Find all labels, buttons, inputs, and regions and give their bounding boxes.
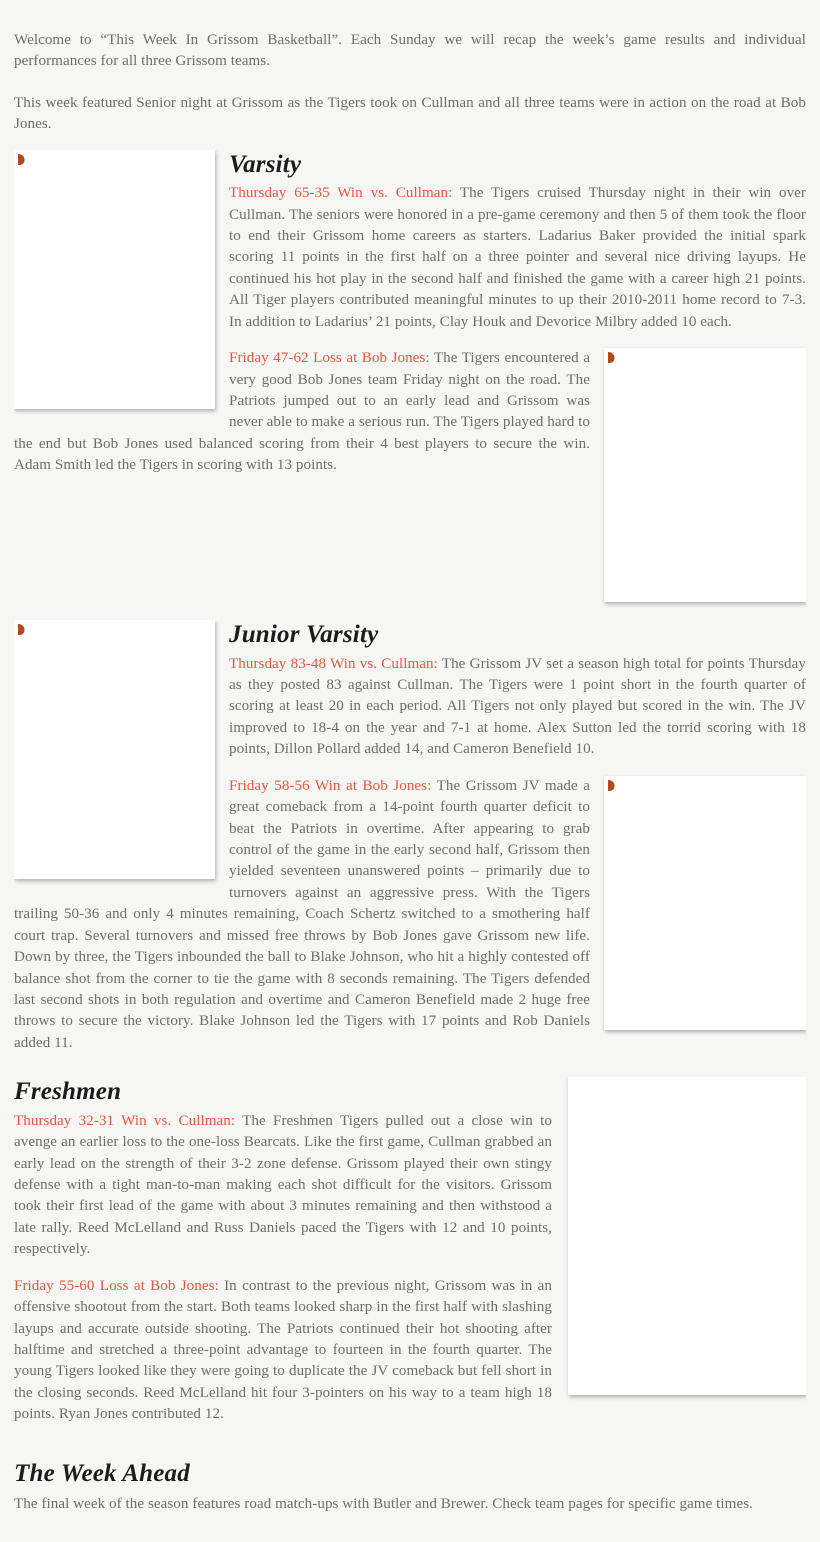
jv-photo-player-23 (604, 776, 806, 1030)
freshmen-heading: Freshmen (14, 1078, 122, 1106)
photo-frame (18, 624, 211, 875)
varsity-game-1-lead: Thursday 65-35 Win vs. Cullman: (229, 185, 453, 202)
junior-varsity-heading: Junior Varsity (229, 621, 379, 649)
section-week-ahead (14, 1449, 806, 1516)
jv-game-1-lead: Thursday 83-48 Win vs. Cullman: (229, 655, 438, 672)
section-junior-varsity (14, 620, 806, 1069)
varsity-game-2-body: The Tigers encountered a very good Bob Jones team Friday night on the road. The Patriots jumped out to an early lead and Grissom was never able to make a serious run. The Tigers played hard to the end but Bob Jones used balanced scoring from their 4 best players to secure the win. Adam Smith led the Tigers in scoring with 13 points. (14, 350, 590, 474)
freshmen-action-photo (568, 1077, 806, 1395)
section-varsity (14, 150, 806, 612)
intro-block (14, 30, 806, 136)
varsity-game-1-body: The Tigers cruised Thursday night in their win over Cullman. The seniors were honored in a pre-game ceremony and then 5 of them took the floor to end their Grissom home careers as starters. Ladarius Baker provided the initial spark scoring 11 points in the first half on a three pointer and several nice driving layups. He continued his hot play in the second half and finished the game with a career high 21 points. All Tiger players contributed meaningful minutes to up their 2010-2011 home record to 7-3. In addition to Ladarius’ 21 points, Clay Houk and Devorice Milbry added 10 each. (229, 185, 806, 330)
week-ahead-heading: The Week Ahead (14, 1459, 190, 1487)
freshmen-game-1-body: The Freshmen Tigers pulled out a close win to avenge an earlier loss to the one-loss Bearcats. Like the first game, Cullman grabbed an early lead on the strength of their 3-2 zone defense. Grissom played their own stingy defense with a tight man-to-man making each shot difficult for the visitors. Grissom took their first lead of the game with about 3 minutes remaining and then withstood a late rally. Reed McLelland and Russ Daniels paced the Tigers with 12 and 10 points, respectively. (14, 1112, 552, 1258)
freshmen-game-2-lead: Friday 55-60 Loss at Bob Jones: (14, 1277, 219, 1294)
photo-frame (18, 154, 211, 405)
varsity-game-2-lead: Friday 47-62 Loss at Bob Jones: (229, 350, 430, 367)
week-ahead-body: The final week of the season features road match-ups with Butler and Brewer. Check team pages for specific game times. (14, 1496, 753, 1513)
jv-game-1-body: The Grissom JV set a season high total for points Thursday as they posted 83 against Cullman. The Tigers were 1 point short in the fourth quarter of scoring at least 20 in each period. All Tigers not only played but scored in the win. The JV improved to 18-4 on the year and 7-1 at home. Alex Sutton led the torrid scoring with 18 points, Dillon Pollard added 14, and Cameron Benefield 10. (229, 655, 806, 758)
photo-frame (608, 352, 802, 598)
photo-frame (608, 780, 802, 1026)
intro-paragraph-2: This week featured Senior night at Grissom as the Tigers took on Cullman and all three teams were in action on the road at Bob Jones. (14, 94, 806, 133)
freshmen-game-2-body: In contrast to the previous night, Grissom was in an offensive shootout from the start. Both teams looked sharp in the first half with slashing layups and accurate outside shooting. The Patriots continued their hot shooting after halftime and stretched a three-point advantage to fourteen in the fourth quarter. The young Tigers looked like they were going to duplicate the JV comeback but fell short in the closing seconds. Reed McLelland hit four 3-pointers on his way to a team high 18 points. Ryan Jones contributed 12. (14, 1277, 552, 1423)
varsity-photo-player-11 (14, 150, 215, 409)
varsity-photo-player-15 (604, 348, 806, 602)
varsity-heading: Varsity (229, 150, 302, 178)
jv-game-2-body: The Grissom JV made a great comeback from a 14-point fourth quarter deficit to beat the Patriots in overtime. After appearing to grab control of the game in the early second half, Grissom then yielded seventeen unanswered points – primarily due to turnovers against an aggressive press. With the Tigers trailing 50-36 and only 4 minutes remaining, Coach Schertz switched to a smothering half court trap. Several turnovers and missed free throws by Bob Jones gave Grissom new life. Down by three, the Tigers inbounded the ball to Blake Johnson, who hit a highly contested off balance shot from the corner to tie the game with 8 seconds remaining. The Tigers defended last second shots in both regulation and overtime and Cameron Benefield made 2 huge free throws to secure the victory. Blake Johnson led the Tigers with 17 points and Rob Daniels added 11. (14, 777, 590, 1051)
freshmen-game-1-lead: Thursday 32-31 Win vs. Cullman: (14, 1112, 236, 1129)
section-freshmen (14, 1077, 806, 1440)
intro-paragraph-1: Welcome to “This Week In Grissom Basketball”. Each Sunday we will recap the week’s game results and individual performances for all three Grissom teams. (14, 32, 806, 70)
jv-photo-player-35 (14, 620, 215, 879)
photo-frame (572, 1081, 802, 1391)
jv-game-2-lead: Friday 58-56 Win at Bob Jones: (229, 777, 432, 794)
